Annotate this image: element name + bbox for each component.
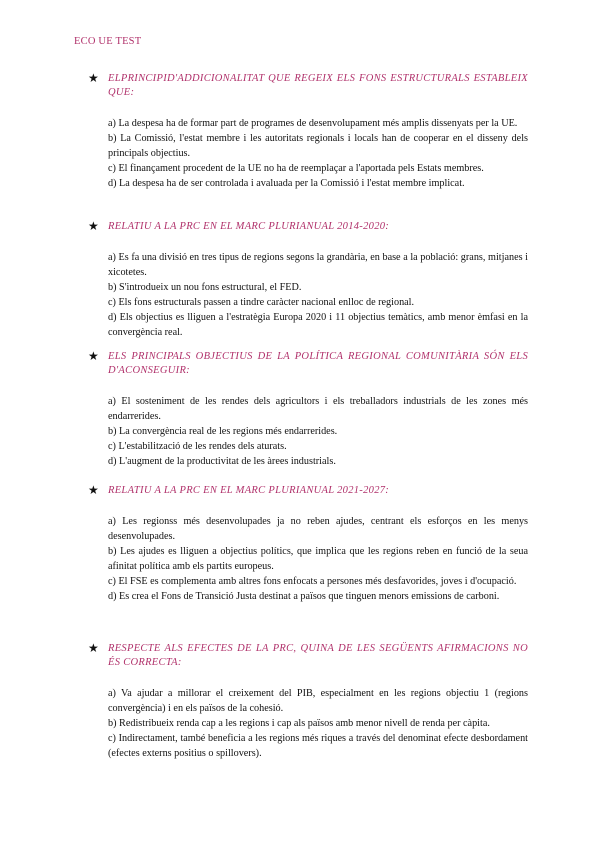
question-2 bbox=[88, 220, 528, 340]
options-list bbox=[88, 250, 528, 340]
question-header bbox=[88, 350, 528, 378]
option-c: c) Indirectament, també beneficia a les regions més riques a través del denominat efecte desbordament (efectes externs positius o spillovers). bbox=[108, 733, 528, 759]
question-title: RELATIU A LA PRC EN EL MARC PLURIANUAL 2014-2020: bbox=[108, 221, 390, 232]
option-b: b) S'introdueix un nou fons estructural, el FED. bbox=[108, 282, 302, 293]
star-bullet-icon: ★ bbox=[88, 349, 99, 363]
question-header bbox=[88, 72, 528, 100]
options-list bbox=[88, 394, 528, 469]
question-title: RESPECTE ALS EFECTES DE LA PRC, QUINA DE LES SEGÜENTS AFIRMACIONS NO ÉS CORRECTA: bbox=[108, 643, 528, 668]
question-title: RELATIU A LA PRC EN EL MARC PLURIANUAL 2021-2027: bbox=[108, 485, 390, 496]
question-header bbox=[88, 220, 528, 234]
option-b: b) La Comissió, l'estat membre i les autoritats regionals i locals han de cooperar en el disseny dels principals objectius. bbox=[108, 133, 528, 159]
question-title: ELPRINCIPID'ADDICIONALITAT QUE REGEIX ELS FONS ESTRUCTURALS ESTABLEIX QUE: bbox=[108, 73, 528, 98]
question-3 bbox=[88, 350, 528, 469]
option-a: a) Es fa una divisió en tres tipus de regions segons la grandària, en base a la població: grans, mitjanes i xicotetes. bbox=[108, 252, 528, 278]
star-bullet-icon: ★ bbox=[88, 71, 99, 85]
options-list bbox=[88, 686, 528, 761]
option-b: b) Redistribueix renda cap a les regions i cap als països amb menor nivell de renda per càpita. bbox=[108, 718, 490, 729]
option-c: c) El finançament procedent de la UE no ha de reemplaçar a l'aportada pels Estats membres. bbox=[108, 163, 484, 174]
option-d: d) Els objectius es lliguen a l'estratègia Europa 2020 i 11 objectius temàtics, amb menor èmfasi en la convergència real. bbox=[108, 312, 528, 338]
option-c: c) Els fons estructurals passen a tindre caràcter nacional enlloc de regional. bbox=[108, 297, 415, 308]
option-a: a) Les regionss més desenvolupades ja no reben ajudes, centrant els esforços en les menys desenvolupades. bbox=[108, 516, 528, 542]
option-b: b) Les ajudes es lliguen a objectius polítics, que implica que les regions reben en funció de la seua afinitat política amb els partits europeus. bbox=[108, 546, 528, 572]
star-bullet-icon: ★ bbox=[88, 219, 99, 233]
options-list bbox=[88, 116, 528, 191]
option-c: c) El FSE es complementa amb altres fons enfocats a persones més desfavorides, joves i d'ocupació. bbox=[108, 576, 517, 587]
option-c: c) L'estabilització de les rendes dels aturats. bbox=[108, 441, 287, 452]
question-4 bbox=[88, 484, 528, 604]
question-header bbox=[88, 484, 528, 498]
question-1 bbox=[88, 72, 528, 191]
option-d: d) La despesa ha de ser controlada i avaluada per la Comissió i l'estat membre implicat. bbox=[108, 178, 465, 189]
option-a: a) El sosteniment de les rendes dels agricultors i els treballadors industrials de les zones més endarrerides. bbox=[108, 396, 528, 422]
option-b: b) La convergència real de les regions més endarrerides. bbox=[108, 426, 338, 437]
options-list bbox=[88, 514, 528, 604]
question-header bbox=[88, 642, 528, 670]
option-d: d) Es crea el Fons de Transició Justa destinat a països que tinguen menors emissions de carboni. bbox=[108, 591, 500, 602]
option-a: a) Va ajudar a millorar el creixement del PIB, especialment en les regions objectiu 1 (regions convergència) i en els països de la cohesió. bbox=[108, 688, 528, 714]
star-bullet-icon: ★ bbox=[88, 483, 99, 497]
star-bullet-icon: ★ bbox=[88, 641, 99, 655]
option-d: d) L'augment de la productivitat de les àrees industrials. bbox=[108, 456, 336, 467]
question-title: ELS PRINCIPALS OBJECTIUS DE LA POLÍTICA REGIONAL COMUNITÀRIA SÓN ELS D'ACONSEGUIR: bbox=[108, 351, 528, 376]
question-5 bbox=[88, 642, 528, 761]
document-title: ECO UE TEST bbox=[74, 36, 142, 47]
option-a: a) La despesa ha de formar part de programes de desenvolupament més amplis dissenyats per la UE. bbox=[108, 118, 518, 129]
